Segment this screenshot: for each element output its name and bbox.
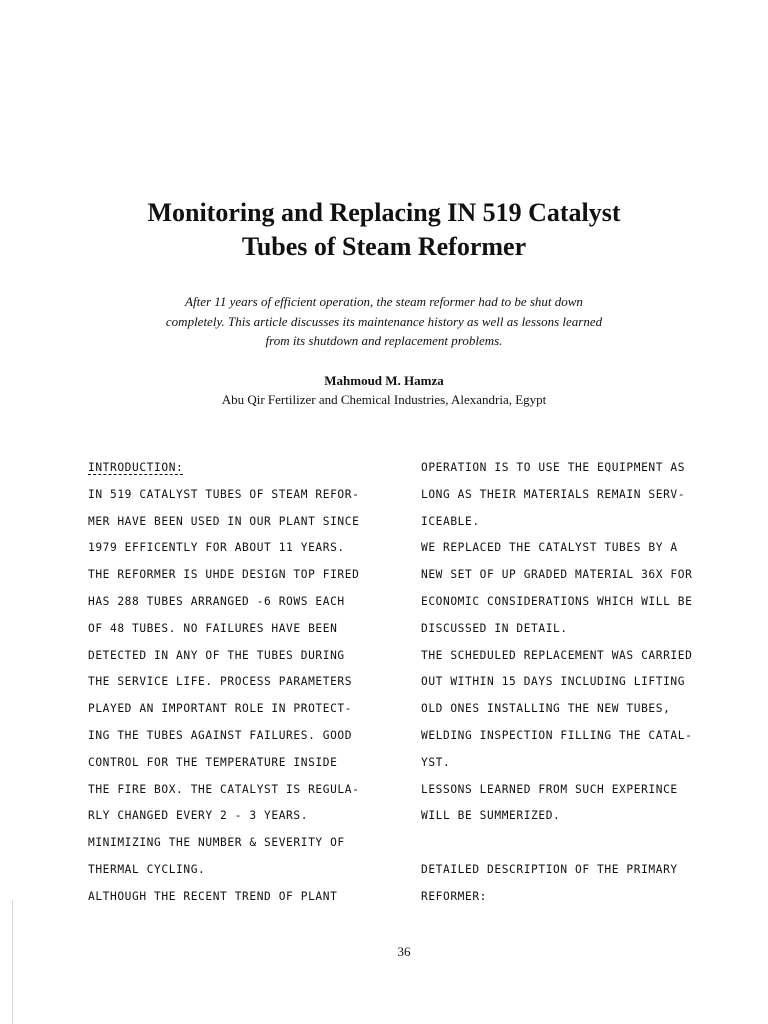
text-line: WE REPLACED THE CATALYST TUBES BY A bbox=[421, 541, 678, 555]
text-line: OLD ONES INSTALLING THE NEW TUBES, bbox=[421, 702, 671, 716]
text-line: LESSONS LEARNED FROM SUCH EXPERINCE bbox=[421, 782, 678, 796]
text-line: PLAYED AN IMPORTANT ROLE IN PROTECT- bbox=[88, 702, 353, 716]
text-line: THE FIRE BOX. THE CATALYST IS REGULA- bbox=[88, 782, 360, 796]
text-line: IN 519 CATALYST TUBES OF STEAM REFOR- bbox=[88, 487, 360, 501]
text-line: ALTHOUGH THE RECENT TREND OF PLANT bbox=[88, 889, 338, 903]
text-line: THE REFORMER IS UHDE DESIGN TOP FIRED bbox=[88, 568, 360, 582]
text-line: OF 48 TUBES. NO FAILURES HAVE BEEN bbox=[88, 621, 338, 635]
text-line: 1979 EFFICENTLY FOR ABOUT 11 YEARS. bbox=[88, 541, 345, 555]
paragraph-gap bbox=[421, 830, 731, 857]
body-column-right bbox=[421, 455, 731, 911]
text-line: DISCUSSED IN DETAIL. bbox=[421, 621, 568, 635]
text-line: ECONOMIC CONSIDERATIONS WHICH WILL BE bbox=[421, 594, 693, 608]
text-line: NEW SET OF UP GRADED MATERIAL 36X FOR bbox=[421, 568, 693, 582]
title-line: Monitoring and Replacing IN 519 Catalyst bbox=[147, 198, 621, 227]
abstract-line: completely. This article discusses its maintenance history as well as lessons learned bbox=[165, 313, 603, 329]
text-line: THE SCHEDULED REPLACEMENT WAS CARRIED bbox=[421, 648, 693, 662]
author-name: Mahmoud M. Hamza bbox=[324, 373, 444, 388]
text-line: RLY CHANGED EVERY 2 - 3 YEARS. bbox=[88, 809, 309, 823]
abstract-line: After 11 years of efficient operation, the steam reformer had to be shut down bbox=[185, 294, 583, 309]
text-line: WELDING INSPECTION FILLING THE CATAL- bbox=[421, 728, 693, 742]
text-line: THERMAL CYCLING. bbox=[88, 862, 206, 876]
text-line: OPERATION IS TO USE THE EQUIPMENT AS bbox=[421, 461, 686, 474]
scan-edge-mark bbox=[12, 900, 13, 1024]
body-column-left bbox=[88, 455, 398, 911]
article-title bbox=[84, 196, 684, 264]
text-line: OUT WITHIN 15 DAYS INCLUDING LIFTING bbox=[421, 675, 686, 689]
abstract bbox=[110, 292, 658, 351]
text-line: LONG AS THEIR MATERIALS REMAIN SERV- bbox=[421, 487, 686, 501]
text-line: HAS 288 TUBES ARRANGED -6 ROWS EACH bbox=[88, 594, 345, 608]
text-line: MER HAVE BEEN USED IN OUR PLANT SINCE bbox=[88, 514, 360, 528]
text-line: ICEABLE. bbox=[421, 514, 480, 528]
page-number: 36 bbox=[397, 944, 411, 959]
text-line: DETECTED IN ANY OF THE TUBES DURING bbox=[88, 648, 345, 662]
text-line: YST. bbox=[421, 755, 451, 769]
author-affiliation: Abu Qir Fertilizer and Chemical Industries, Alexandria, Egypt bbox=[221, 392, 547, 407]
text-line: WILL BE SUMMERIZED. bbox=[421, 809, 561, 823]
section-heading: DETAILED DESCRIPTION OF THE PRIMARY bbox=[421, 862, 678, 876]
section-heading: INTRODUCTION: bbox=[88, 461, 184, 474]
text-line: CONTROL FOR THE TEMPERATURE INSIDE bbox=[88, 755, 338, 769]
text-line: ING THE TUBES AGAINST FAILURES. GOOD bbox=[88, 728, 353, 742]
text-line: THE SERVICE LIFE. PROCESS PARAMETERS bbox=[88, 675, 353, 689]
text-line: MINIMIZING THE NUMBER & SEVERITY OF bbox=[88, 836, 345, 850]
title-line: Tubes of Steam Reformer bbox=[241, 232, 527, 261]
text-line: REFORMER: bbox=[421, 889, 488, 903]
abstract-line: from its shutdown and replacement problems. bbox=[265, 333, 503, 348]
